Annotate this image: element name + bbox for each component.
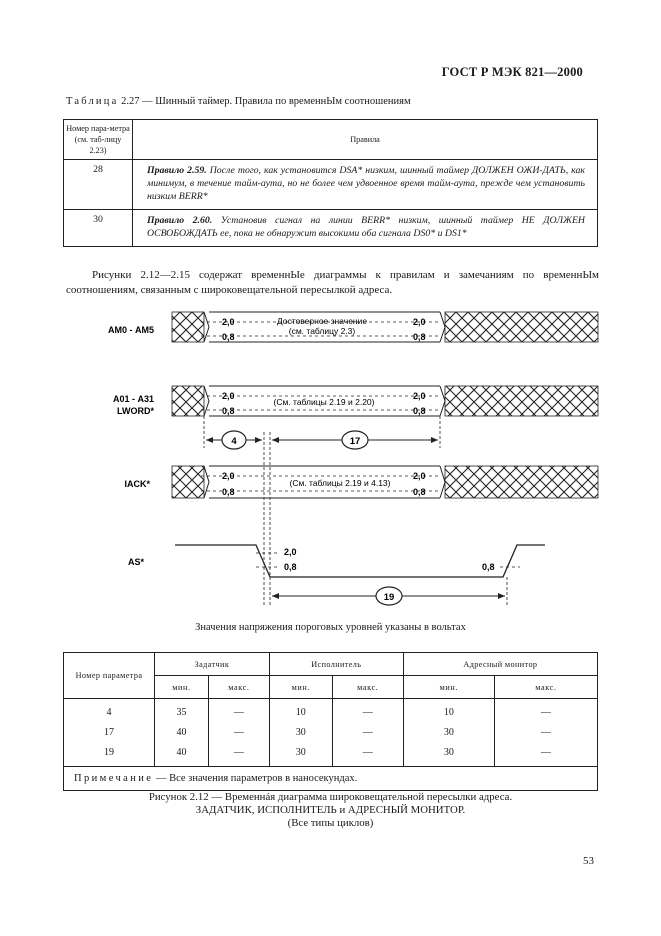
threshold-low-label: 0,8	[284, 562, 297, 572]
cell-value: —	[208, 742, 269, 767]
signal-label-lword: LWORD*	[117, 406, 154, 416]
table-row	[64, 160, 598, 210]
note-text: — Все значения параметров в наносекундах.	[153, 773, 358, 784]
cell-value: —	[494, 742, 597, 767]
cell-value: —	[494, 722, 597, 742]
col-param-header: Номер пара-метра (см. таб-лицу 2.23)	[64, 120, 133, 160]
threshold-high-label: 2,0	[222, 391, 235, 401]
as-waveform	[175, 545, 545, 577]
threshold-low-label: 0,8	[222, 487, 235, 497]
params-table-header	[64, 653, 598, 676]
min-header: мин.	[403, 676, 494, 699]
invalid-region	[445, 466, 598, 498]
note-row	[64, 767, 598, 791]
rules-table	[63, 119, 598, 247]
threshold-high-label: 2,0	[413, 317, 426, 327]
param-19-label: 19	[383, 592, 395, 603]
max-header: макс.	[494, 676, 597, 699]
cell-value: 40	[155, 742, 209, 767]
group-header: Исполнитель	[269, 653, 403, 676]
min-header: мин.	[155, 676, 209, 699]
signal-label-a01: А01 - А31	[112, 394, 154, 404]
invalid-region	[172, 312, 204, 342]
transition-edge	[440, 312, 445, 342]
signal-am	[108, 312, 598, 342]
timing-diagram	[0, 300, 661, 615]
cell-value: —	[332, 699, 403, 723]
param-dimensions	[204, 416, 440, 607]
row-rule	[133, 160, 598, 210]
cell-value: —	[332, 722, 403, 742]
max-header: макс.	[332, 676, 403, 699]
rule-text: После того, как установится DSA* низким, шинный таймер ДОЛЖЕН ОЖИ-ДАТЬ, как минимум, в течение тайм-аута, но не более чем удвоенное время тайм-аута, прежде чем установить низким BERR*	[147, 165, 585, 202]
cell-value: 10	[403, 699, 494, 723]
intro-paragraph: Рисунки 2.12—2.15 содержат временнЫе диаграммы к правилам и замечаниям по временнЫм соотношениям, связанным с широковещательной пересылкой адреса.	[66, 269, 599, 296]
table-caption-text: 2.27 — Шинный таймер. Правила по временнЫм соотношениям	[121, 96, 411, 107]
table-row	[64, 210, 598, 247]
document-header: ГОСТ Р МЭК 821—2000	[441, 65, 583, 79]
note-label: Примечание	[74, 773, 154, 784]
table-row	[64, 699, 598, 723]
row-param: 30	[64, 210, 133, 247]
threshold-low-label: 0,8	[413, 487, 426, 497]
valid-value-ref: (см. таблицу 2.3)	[288, 326, 356, 336]
signal-label-am: АМ0 - АМ5	[107, 325, 154, 335]
page-number: 53	[583, 855, 594, 867]
invalid-region	[445, 386, 598, 416]
valid-value-text: Достоверное значение	[276, 316, 368, 326]
invalid-region	[445, 312, 598, 342]
table-row	[64, 722, 598, 742]
group-header: Адресный монитор	[403, 653, 597, 676]
invalid-region	[172, 386, 204, 416]
row-param: 19	[64, 742, 155, 767]
group-header: Задатчик	[155, 653, 270, 676]
max-header: макс.	[208, 676, 269, 699]
signal-a01	[113, 386, 598, 416]
signal-iack	[124, 466, 598, 498]
rules-table-header	[64, 120, 598, 160]
threshold-low-label: 0,8	[413, 332, 426, 342]
cell-value: 35	[155, 699, 209, 723]
row-rule	[133, 210, 598, 247]
figure-caption	[0, 791, 661, 830]
cell-value: —	[208, 722, 269, 742]
cell-value: 30	[403, 742, 494, 767]
cell-value: —	[332, 742, 403, 767]
threshold-high-label: 2,0	[413, 391, 426, 401]
min-header: мин.	[269, 676, 332, 699]
threshold-low-label: 0,8	[413, 406, 426, 416]
col-param-header: Номер параметра	[64, 653, 155, 699]
row-param: 28	[64, 160, 133, 210]
transition-edge	[440, 466, 445, 498]
threshold-low-label: 0,8	[222, 332, 235, 342]
param-4-label: 4	[231, 436, 237, 447]
voltage-note: Значения напряжения пороговых уровней указаны в вольтах	[195, 622, 466, 633]
cell-value: 30	[269, 742, 332, 767]
threshold-high-label: 2,0	[284, 547, 297, 557]
threshold-high-label: 2,0	[413, 471, 426, 481]
col-rules-header: Правила	[133, 120, 598, 160]
invalid-region	[172, 466, 204, 498]
rule-title: Правило 2.60.	[147, 215, 213, 226]
figure-caption-line3: (Все типы циклов)	[287, 817, 374, 829]
table-note	[64, 767, 598, 791]
cell-value: 30	[269, 722, 332, 742]
signal-label-iack: IACK*	[124, 479, 150, 489]
a01-ref-text: (См. таблицы 2.19 и 2.20)	[273, 397, 375, 407]
cell-value: 40	[155, 722, 209, 742]
iack-ref-text: (См. таблицы 2.19 и 4.13)	[289, 478, 391, 488]
table-row	[64, 742, 598, 767]
row-param: 17	[64, 722, 155, 742]
threshold-high-label: 2,0	[222, 471, 235, 481]
figure-caption-line1: Рисунок 2.12 — Временнáя диаграмма широковещательной пересылки адреса.	[148, 791, 513, 803]
cell-value: 10	[269, 699, 332, 723]
rule-title: Правило 2.59.	[147, 165, 207, 176]
table-caption	[66, 96, 411, 107]
signal-as	[128, 545, 545, 607]
cell-value: —	[494, 699, 597, 723]
param-17-label: 17	[349, 436, 361, 447]
transition-edge	[204, 466, 209, 498]
threshold-low-label: 0,8	[482, 562, 495, 572]
cell-value: —	[208, 699, 269, 723]
figure-caption-line2: ЗАДАТЧИК, ИСПОЛНИТЕЛЬ и АДРЕСНЫЙ МОНИТОР.	[195, 804, 466, 816]
signal-label-as: AS*	[127, 557, 144, 567]
threshold-low-label: 0,8	[222, 406, 235, 416]
transition-edge	[440, 386, 445, 416]
transition-edge	[204, 386, 209, 416]
cell-value: 30	[403, 722, 494, 742]
transition-edge	[204, 312, 209, 342]
table-caption-label: Таблица	[66, 96, 119, 107]
threshold-high-label: 2,0	[222, 317, 235, 327]
params-table	[63, 652, 598, 791]
row-param: 4	[64, 699, 155, 723]
rule-text: Установив сигнал на линии BERR* низким, шинный таймер НЕ ДОЛЖЕН ОСВОБОЖДАТЬ ее, пока не обнаружит высокими оба сигнала DS0* и DS1*	[147, 215, 586, 239]
